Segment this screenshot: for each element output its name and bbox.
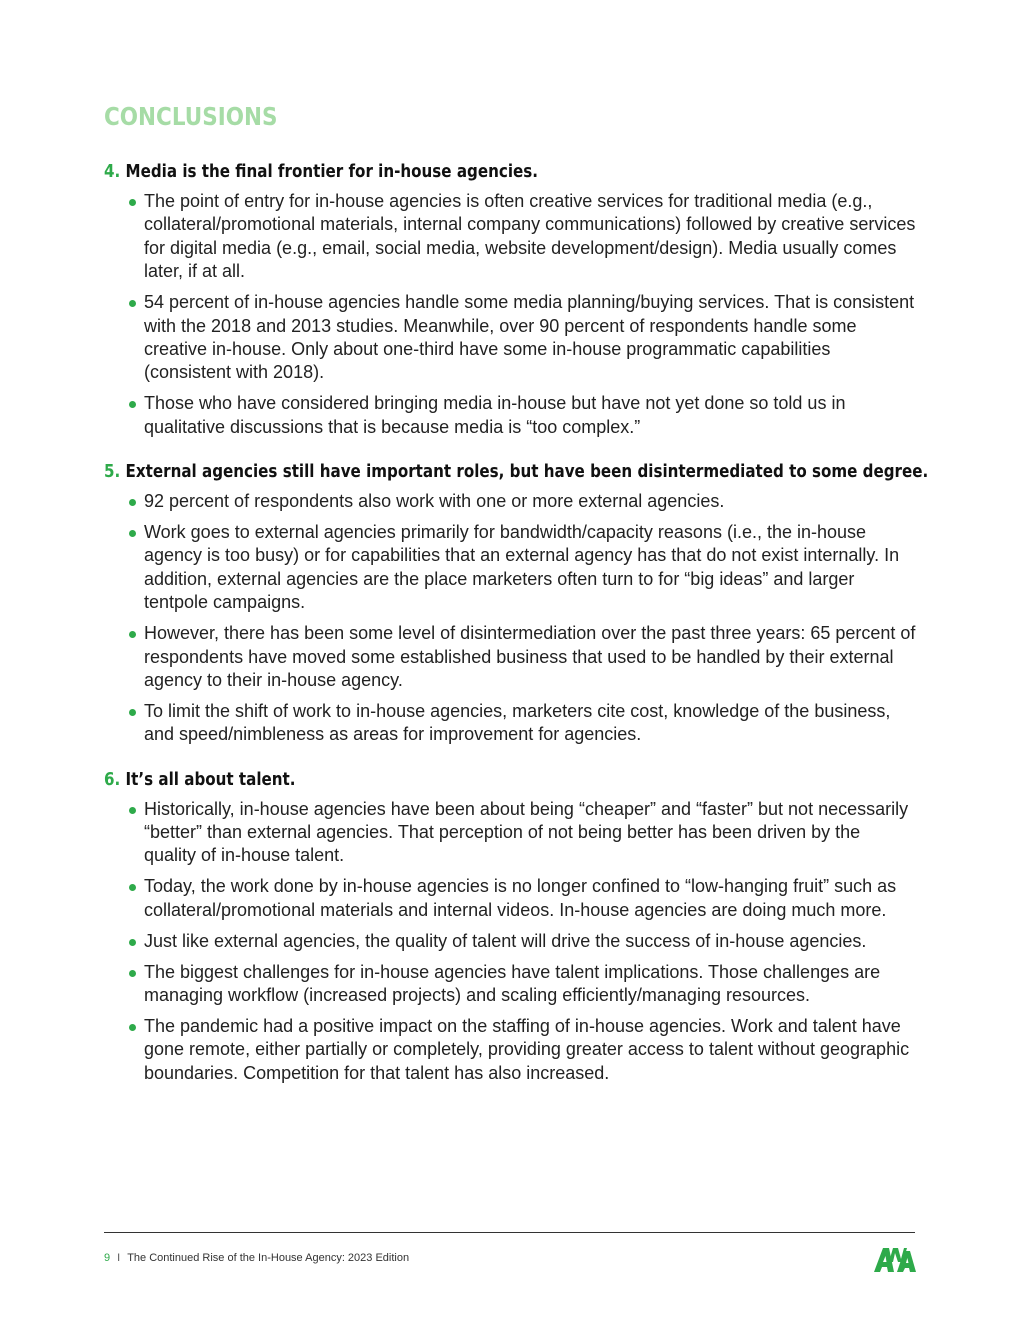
page-title: CONCLUSIONS (104, 102, 278, 131)
bullet-dot-icon (129, 530, 136, 537)
bullet-item (144, 490, 916, 513)
section-heading-text: Media is the final frontier for in-house agencies. (125, 161, 539, 182)
bullet-dot-icon (129, 1024, 136, 1031)
bullet-text: 54 percent of in-house agencies handle some media planning/buying services. That is consistent with the 2018 and 2013 studies. Meanwhile, over 90 percent of respondents handle some creative in-house. Only about one-third have some in-house programmatic capabilities (consistent with 2018). (144, 292, 915, 383)
bullet-text: The point of entry for in-house agencies is often creative services for traditional media (e.g., collateral/promotional materials, internal company communications) followed by creative services for digital media (e.g., email, social media, website development/design). Media usually comes later, if at all. (144, 191, 916, 282)
section-number: 6. (104, 768, 121, 790)
bullet-text: 92 percent of respondents also work with one or more external agencies. (144, 491, 725, 512)
bullet-dot-icon (129, 709, 136, 716)
bullet-dot-icon (129, 970, 136, 977)
ana-logo-icon (873, 1245, 917, 1273)
bullet-item (144, 961, 916, 1008)
section-heading-text: External agencies still have important roles, but have been disintermediated to some degree. (125, 461, 929, 483)
section-heading (104, 160, 786, 184)
bullet-text: The biggest challenges for in-house agencies have talent implications. Those challenges are managing workflow (increased projects) and scaling efficiently/managing resources. (144, 961, 881, 1005)
bullet-item (144, 291, 916, 385)
section-5 (104, 460, 929, 747)
bullet-text: Those who have considered bringing media in-house but have not yet done so told us in qualitative discussions that is because media is “too complex.” (144, 393, 846, 437)
bullet-text: Just like external agencies, the quality of talent will drive the success of in-house agencies. (144, 930, 867, 951)
section-number: 4. (104, 161, 121, 182)
bullet-item (144, 190, 916, 284)
document-title: The Continued Rise of the In-House Agency: 2023 Edition (127, 1252, 410, 1264)
bullet-dot-icon (129, 884, 136, 891)
conclusions-content (104, 160, 929, 1106)
footer-divider (104, 1232, 915, 1233)
bullet-item (144, 875, 916, 922)
bullet-item (144, 1015, 916, 1085)
footer (104, 1252, 409, 1264)
section-number: 5. (104, 461, 121, 483)
bullet-dot-icon (129, 300, 136, 307)
bullet-text: Today, the work done by in-house agencies is no longer confined to “low-hanging fruit” such as collateral/promotional materials and internal videos. In-house agencies are doing much more. (144, 876, 897, 920)
bullet-dot-icon (129, 499, 136, 506)
bullet-item (144, 798, 916, 868)
bullet-dot-icon (129, 199, 136, 206)
bullet-dot-icon (129, 631, 136, 638)
bullet-dot-icon (129, 807, 136, 814)
section-4 (104, 160, 916, 439)
section-heading-text: It’s all about talent. (125, 768, 296, 790)
section-6 (104, 768, 916, 1085)
bullet-text: However, there has been some level of disintermediation over the past three years: 65 percent of respondents have moved some established business that used to be handled by their external agency to their in-house agency. (144, 623, 916, 690)
bullet-dot-icon (129, 401, 136, 408)
bullet-item (144, 700, 916, 747)
bullet-text: The pandemic had a positive impact on the staffing of in-house agencies. Work and talent have gone remote, either partially or completely, providing greater access to talent without geographic boundaries. Competition for that talent has also increased. (144, 1015, 910, 1083)
section-heading (104, 768, 786, 792)
section-heading (104, 460, 929, 484)
page-number: 9 (104, 1252, 111, 1264)
bullet-list (104, 190, 916, 439)
bullet-list (104, 490, 916, 747)
footer-separator: I (117, 1252, 121, 1264)
bullet-item (144, 930, 916, 953)
bullet-text: Work goes to external agencies primarily for bandwidth/capacity reasons (i.e., the in-house agency is too busy) or for capabilities that an external agency has that do not exist internally. In addition, external agencies are the place marketers often turn to for “big ideas” and larger tentpole campaigns. (144, 521, 900, 613)
bullet-list (104, 798, 916, 1085)
bullet-text: To limit the shift of work to in-house agencies, marketers cite cost, knowledge of the business, and speed/nimbleness as areas for improvement for agencies. (144, 700, 891, 745)
bullet-item (144, 521, 916, 615)
bullet-item (144, 622, 916, 692)
bullet-item (144, 392, 916, 439)
bullet-text: Historically, in-house agencies have been about being “cheaper” and “faster” but not necessarily “better” than external agencies. That perception of not being better has been driven by the quality of in-house talent. (144, 798, 909, 866)
bullet-dot-icon (129, 939, 136, 946)
